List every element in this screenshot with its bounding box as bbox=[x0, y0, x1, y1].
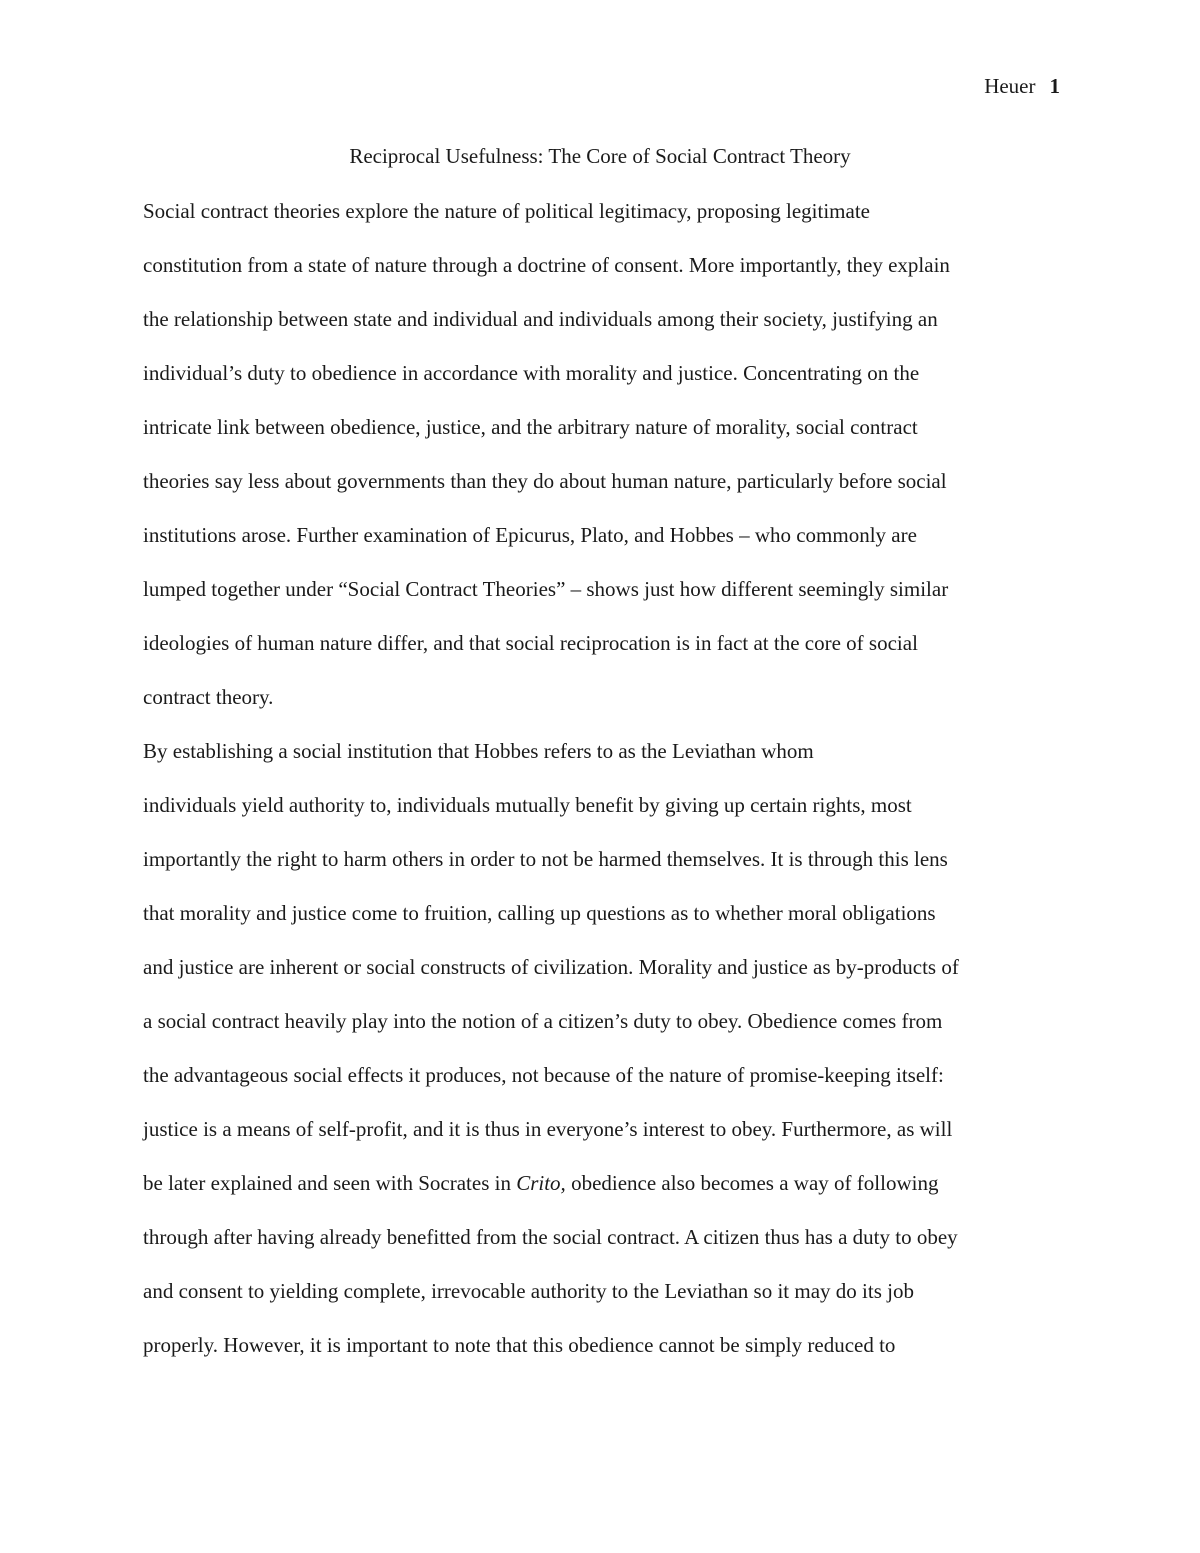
text-line: constitution from a state of nature through a doctrine of consent. More importantly, they explain bbox=[143, 253, 950, 277]
text-line: lumped together under “Social Contract Theories” – shows just how different seemingly similar bbox=[143, 577, 949, 601]
body-text bbox=[143, 184, 1059, 1372]
author-surname: Heuer bbox=[984, 74, 1036, 98]
text-line: and consent to yielding complete, irrevocable authority to the Leviathan so it may do its job bbox=[143, 1279, 914, 1303]
text-line: importantly the right to harm others in order to not be harmed themselves. It is through this lens bbox=[143, 847, 948, 871]
text-line: through after having already benefitted from the social contract. A citizen thus has a duty to obey bbox=[143, 1225, 958, 1249]
text-line-crito bbox=[75, 1156, 1059, 1210]
page-number: 1 bbox=[1049, 74, 1060, 98]
text-line: and justice are inherent or social constructs of civilization. Morality and justice as by-products of bbox=[143, 955, 959, 979]
text-line: institutions arose. Further examination of Epicurus, Plato, and Hobbes – who commonly are bbox=[143, 523, 917, 547]
text-line: the advantageous social effects it produces, not because of the nature of promise-keeping itself: bbox=[143, 1063, 944, 1087]
text-line: justice is a means of self-profit, and it is thus in everyone’s interest to obey. Furthermore, as will bbox=[143, 1117, 953, 1141]
text-line: theories say less about governments than they do about human nature, particularly before social bbox=[143, 469, 947, 493]
text-line: Social contract theories explore the nature of political legitimacy, proposing legitimate bbox=[143, 199, 870, 223]
text-line: individual’s duty to obedience in accordance with morality and justice. Concentrating on the bbox=[143, 361, 920, 385]
text-line: that morality and justice come to fruition, calling up questions as to whether moral obligations bbox=[143, 901, 936, 925]
paragraph-2 bbox=[143, 724, 1059, 1372]
text-line: individuals yield authority to, individuals mutually benefit by giving up certain rights, most bbox=[143, 793, 912, 817]
text-segment: obedience also becomes a way of following bbox=[565, 1171, 939, 1195]
text-line: a social contract heavily play into the notion of a citizen’s duty to obey. Obedience comes from bbox=[143, 1009, 943, 1033]
text-line: intricate link between obedience, justice, and the arbitrary nature of morality, social contract bbox=[143, 415, 918, 439]
running-head bbox=[984, 72, 1060, 100]
text-line: By establishing a social institution that Hobbes refers to as the Leviathan whom bbox=[143, 739, 814, 763]
text-line: the relationship between state and individual and individuals among their society, justifying an bbox=[143, 307, 938, 331]
document-title: Reciprocal Usefulness: The Core of Social Contract Theory bbox=[349, 144, 851, 168]
text-line: contract theory. bbox=[143, 685, 274, 709]
work-title-italic: Crito, bbox=[516, 1171, 566, 1195]
text-segment: be later explained and seen with Socrates in bbox=[143, 1171, 517, 1195]
text-line: ideologies of human nature differ, and that social reciprocation is in fact at the core of social bbox=[143, 631, 918, 655]
text-line: properly. However, it is important to note that this obedience cannot be simply reduced to bbox=[143, 1333, 896, 1357]
paragraph-1 bbox=[143, 184, 1059, 724]
